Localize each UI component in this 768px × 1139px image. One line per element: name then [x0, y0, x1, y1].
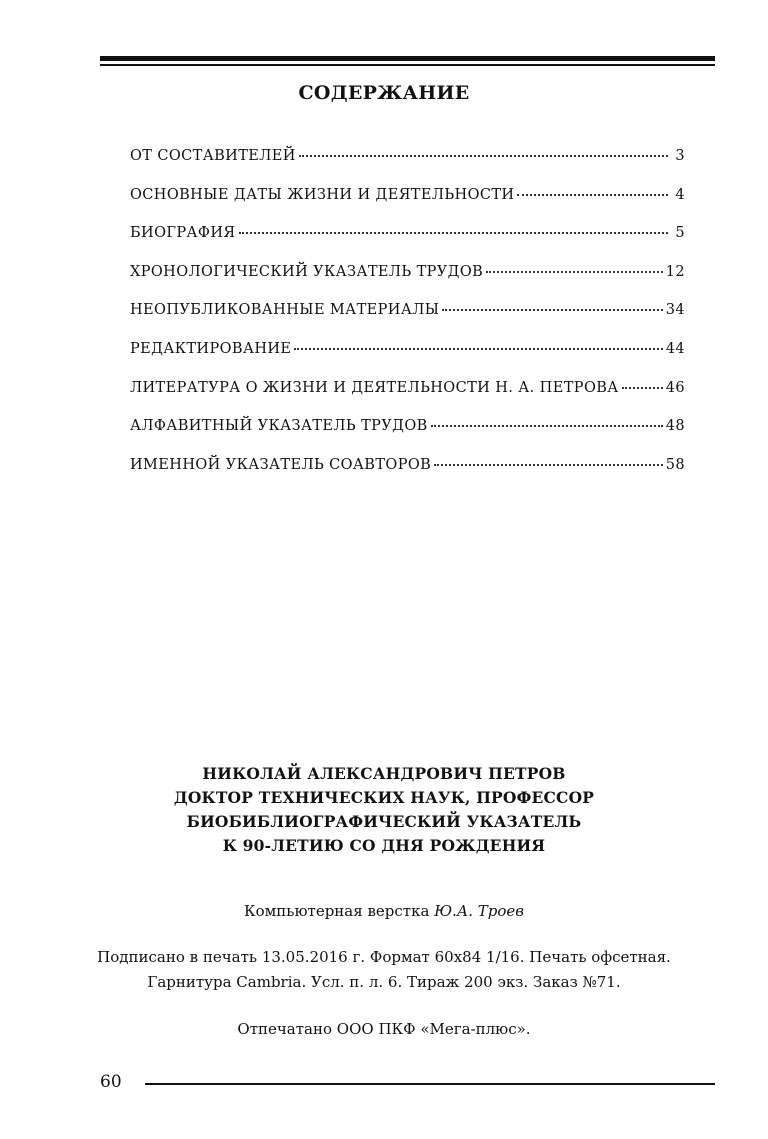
- page-number: 60: [100, 1072, 122, 1092]
- toc-entry-page: 46: [665, 379, 685, 396]
- dot-leader: [622, 387, 663, 389]
- toc-entry-page: 48: [665, 418, 685, 435]
- toc-entry: [130, 341, 685, 380]
- toc-entry-label: ИМЕННОЙ УКАЗАТЕЛЬ СОАВТОРОВ: [130, 456, 432, 473]
- dot-leader: [239, 232, 668, 234]
- toc-entry-page: 5: [675, 225, 685, 242]
- toc-entry-page: 3: [675, 148, 685, 164]
- toc-title: СОДЕРЖАНИЕ: [298, 82, 470, 104]
- colophon-degree-line: ДОКТОР ТЕХНИЧЕСКИХ НАУК, ПРОФЕССОР: [173, 788, 595, 807]
- toc-entry-page: 58: [665, 456, 685, 473]
- print-details: [0, 945, 768, 995]
- dot-leader: [517, 194, 668, 196]
- header-rule-thin: [100, 64, 715, 66]
- dot-leader: [299, 155, 668, 157]
- header-rule-thick: [100, 56, 715, 61]
- toc-entry-label: НЕОПУБЛИКОВАННЫЕ МАТЕРИАЛЫ: [130, 302, 440, 319]
- toc-entry-page: 34: [665, 302, 685, 319]
- footer-rule: [145, 1083, 715, 1085]
- toc-entry-page: 44: [665, 340, 685, 357]
- dot-leader: [294, 348, 662, 350]
- colophon-anniversary-line: К 90-ЛЕТИЮ СО ДНЯ РОЖДЕНИЯ: [222, 836, 546, 855]
- toc-entry-label: ЛИТЕРАТУРА О ЖИЗНИ И ДЕЯТЕЛЬНОСТИ Н. А. ПЕТРОВА: [130, 379, 619, 396]
- toc-entry: [130, 264, 685, 303]
- toc-entry: [130, 225, 685, 264]
- dot-leader: [434, 464, 663, 466]
- toc-entry: [130, 380, 685, 419]
- toc-entry-label: АЛФАВИТНЫЙ УКАЗАТЕЛЬ ТРУДОВ: [130, 418, 428, 435]
- table-of-contents: [130, 148, 685, 495]
- toc-entry-label: БИОГРАФИЯ: [130, 225, 236, 242]
- toc-entry-page: 12: [665, 263, 685, 280]
- dot-leader: [431, 425, 663, 427]
- toc-entry-page: 4: [675, 186, 685, 203]
- toc-entry: [130, 457, 685, 496]
- toc-entry-label: ОТ СОСТАВИТЕЛЕЙ: [130, 148, 296, 164]
- dot-leader: [442, 309, 662, 311]
- toc-entry-label: ОСНОВНЫЕ ДАТЫ ЖИЗНИ И ДЕЯТЕЛЬНОСТИ: [130, 186, 515, 203]
- toc-entry-label: ХРОНОЛОГИЧЕСКИЙ УКАЗАТЕЛЬ ТРУДОВ: [130, 263, 484, 280]
- dot-leader: [486, 271, 663, 273]
- print-details-line-2: Гарнитура Cambria. Усл. п. л. 6. Тираж 200 экз. Заказ №71.: [147, 973, 621, 991]
- toc-entry: [130, 418, 685, 457]
- toc-entry: [130, 302, 685, 341]
- colophon-author-line: НИКОЛАЙ АЛЕКСАНДРОВИЧ ПЕТРОВ: [202, 764, 566, 783]
- typesetting-label: Компьютерная верстка: [243, 902, 430, 920]
- toc-entry-label: РЕДАКТИРОВАНИЕ: [130, 340, 292, 357]
- toc-entry: [130, 148, 685, 187]
- toc-entry: [130, 187, 685, 226]
- typesetter-name: Ю.А. Троев: [434, 902, 524, 920]
- printer-credit: Отпечатано ООО ПКФ «Мега-плюс».: [237, 1020, 531, 1038]
- colophon-type-line: БИОБИБЛИОГРАФИЧЕСКИЙ УКАЗАТЕЛЬ: [186, 812, 582, 831]
- typesetting-credit: [0, 902, 768, 920]
- colophon: [0, 762, 768, 1038]
- print-details-line-1: Подписано в печать 13.05.2016 г. Формат 60х84 1/16. Печать офсетная.: [97, 948, 671, 966]
